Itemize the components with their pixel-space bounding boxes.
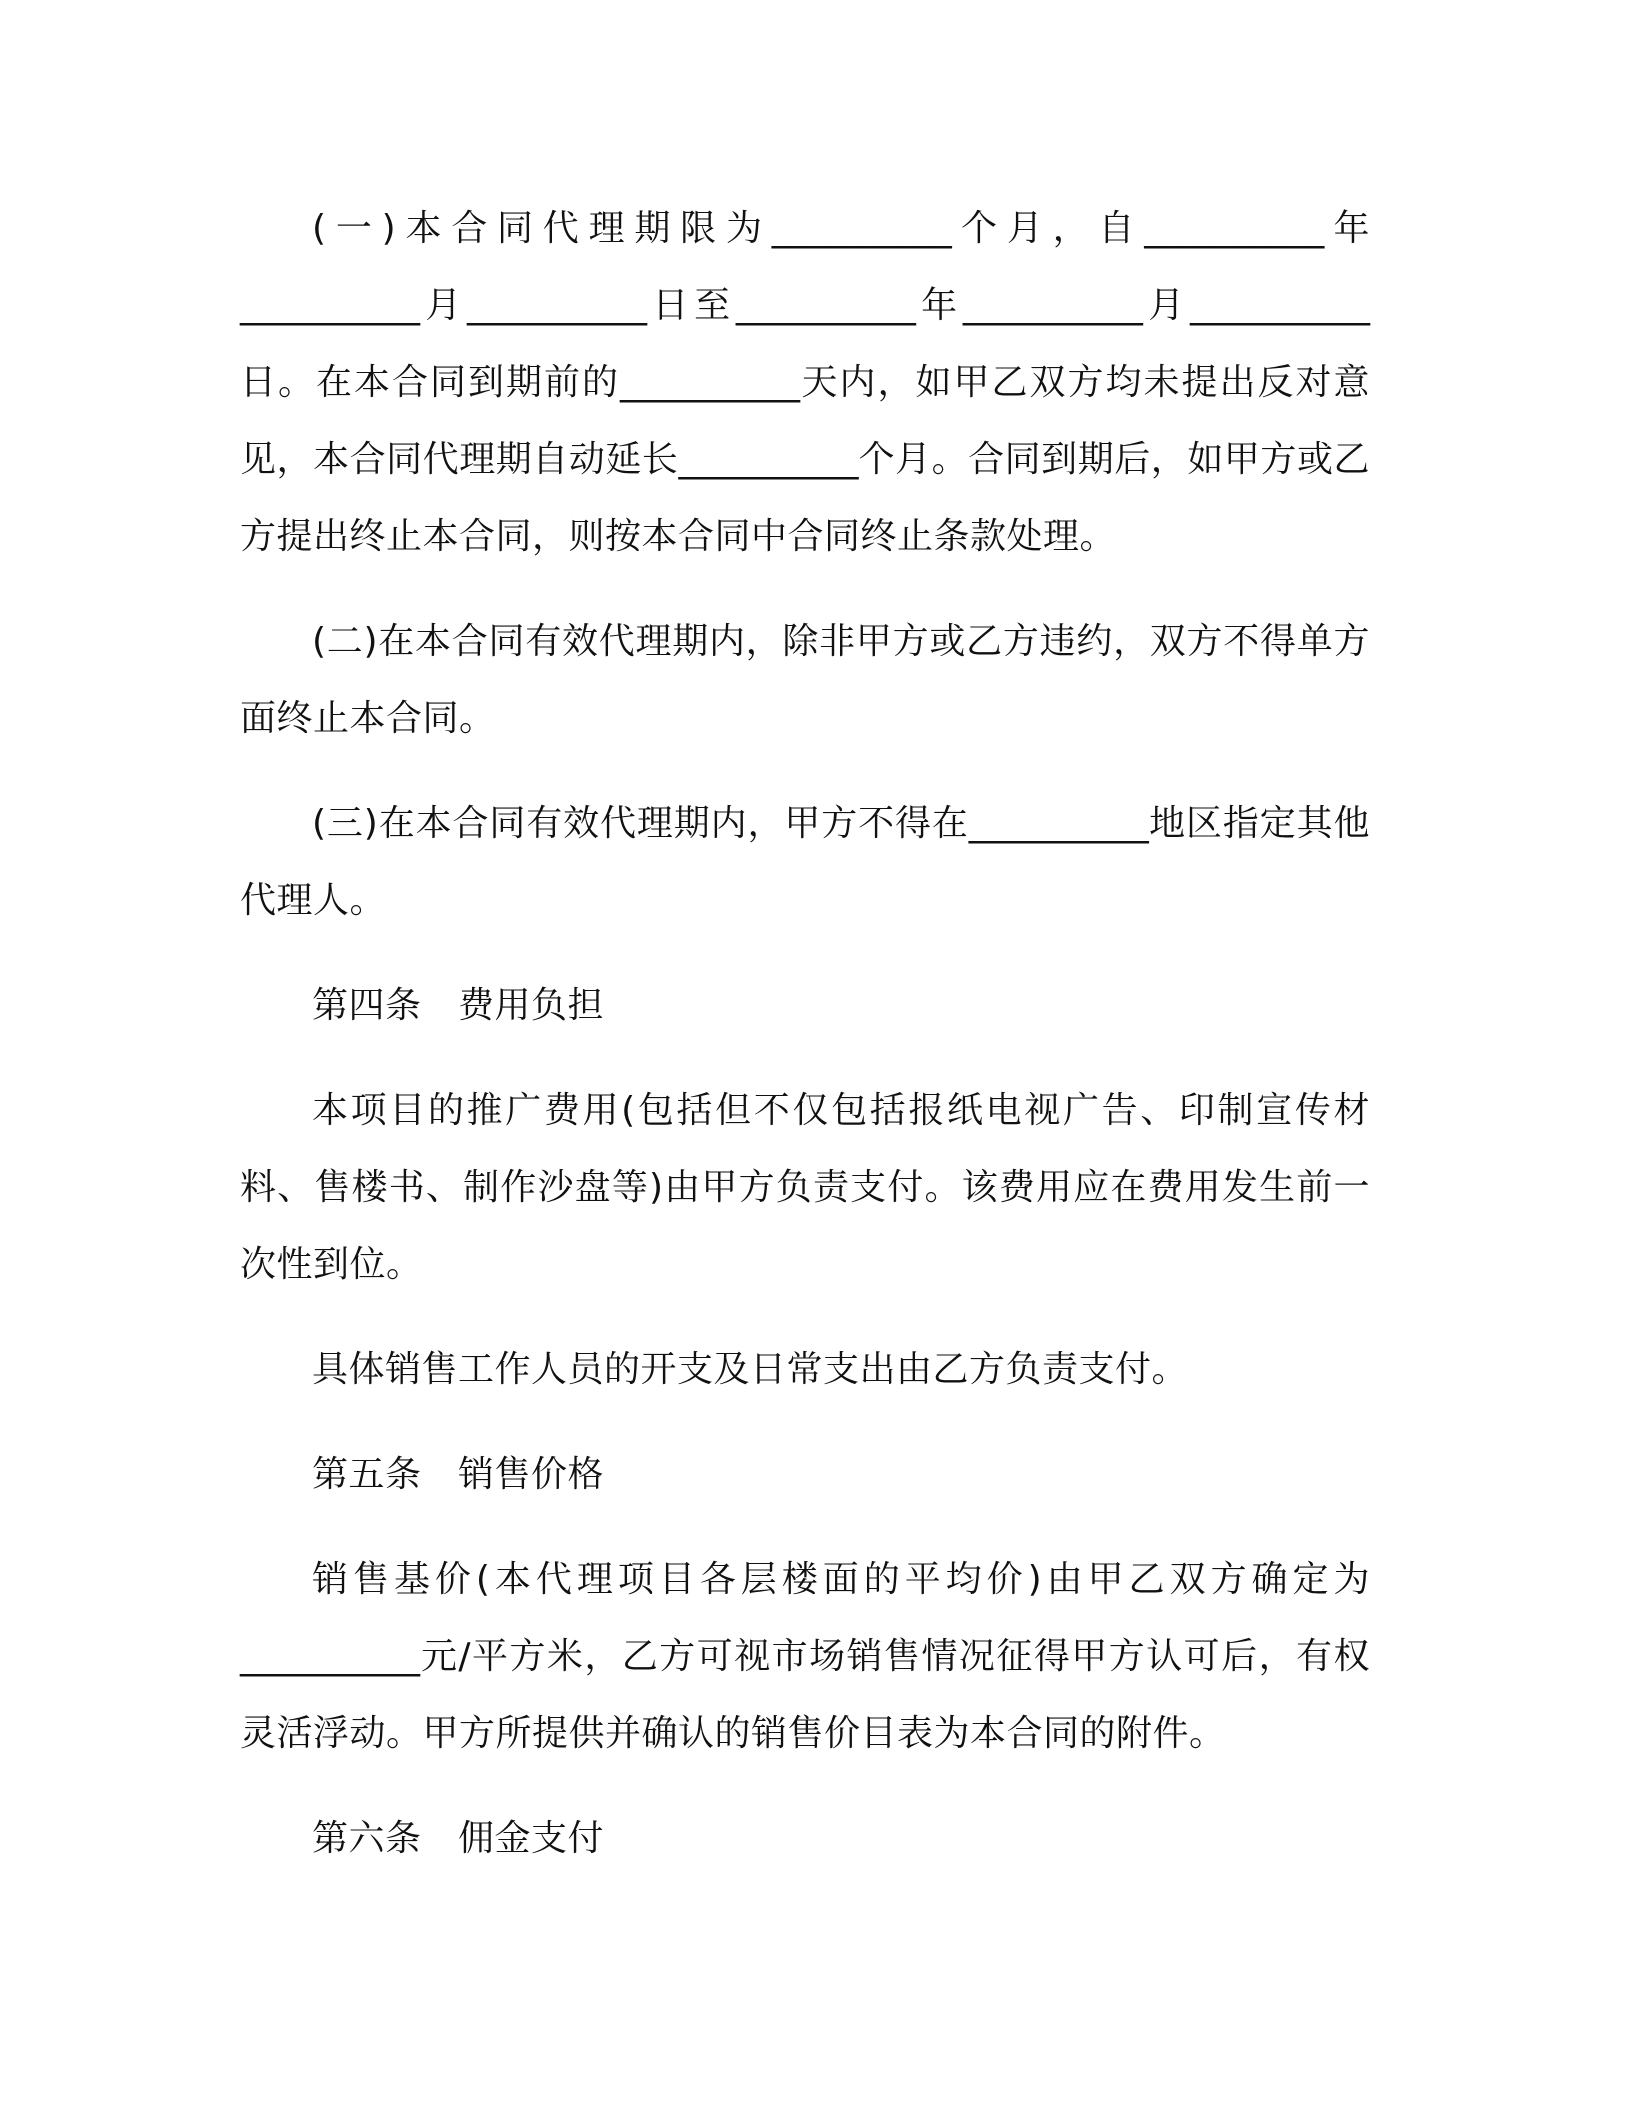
blank-line: __________ bbox=[1189, 285, 1370, 326]
text-segment: (一)本合同代理期限为 bbox=[312, 208, 772, 249]
text-segment: 个月，自 bbox=[951, 208, 1145, 249]
blank-line: __________ bbox=[240, 285, 420, 326]
document-body bbox=[240, 190, 1370, 1877]
text-segment: 月 bbox=[420, 285, 468, 326]
text-segment: 年 bbox=[915, 285, 963, 326]
text-segment: 地区指定其他代理人。 bbox=[240, 803, 1370, 921]
article-4-heading: 第四条 费用负担 bbox=[312, 985, 605, 1026]
base-price-paragraph bbox=[240, 1541, 1370, 1772]
article-5-heading: 第五条 销售价格 bbox=[312, 1454, 605, 1495]
text-segment: 月 bbox=[1142, 285, 1190, 326]
clause-term-paragraph bbox=[240, 190, 1370, 575]
text-segment: 销售基价(本代理项目各层楼面的平均价)由甲乙双方确定为 bbox=[312, 1559, 1370, 1600]
blank-line: __________ bbox=[467, 285, 648, 326]
text-segment: 天内，如甲乙双方均未提出反对意见，本合同代理期自动延长 bbox=[240, 362, 1370, 480]
article-6-heading: 第六条 佣金支付 bbox=[312, 1818, 605, 1859]
blank-line: __________ bbox=[620, 362, 800, 403]
blank-line: __________ bbox=[240, 1636, 420, 1677]
blank-line: __________ bbox=[735, 285, 916, 326]
blank-line: __________ bbox=[771, 208, 952, 249]
clause-termination-paragraph: (二)在本合同有效代理期内，除非甲方或乙方违约，双方不得单方面终止本合同。 bbox=[240, 621, 1370, 739]
promotion-cost-paragraph: 本项目的推广费用(包括但不仅包括报纸电视广告、印制宣传材料、售楼书、制作沙盘等)由甲方负责支付。该费用应在费用发生前一次性到位。 bbox=[240, 1090, 1370, 1285]
text-segment: 年 bbox=[1324, 208, 1370, 249]
text-segment: (三)在本合同有效代理期内，甲方不得在 bbox=[312, 803, 969, 844]
text-segment: 元/平方米，乙方可视市场销售情况征得甲方认可后，有权灵活浮动。甲方所提供并确认的销售价目表为本合同的附件。 bbox=[240, 1636, 1370, 1754]
text-segment: 个月。合同到期后，如甲方或乙方提出终止本合同，则按本合同中合同终止条款处理。 bbox=[240, 439, 1370, 557]
staff-cost-paragraph: 具体销售工作人员的开支及日常支出由乙方负责支付。 bbox=[312, 1349, 1189, 1390]
clause-exclusivity-paragraph bbox=[240, 785, 1370, 939]
text-segment: 日至 bbox=[647, 285, 736, 326]
blank-line: __________ bbox=[1144, 208, 1325, 249]
blank-line: __________ bbox=[678, 439, 859, 480]
text-segment: 日。在本合同到期前的 bbox=[240, 362, 620, 403]
blank-line: __________ bbox=[968, 803, 1149, 844]
blank-line: __________ bbox=[962, 285, 1143, 326]
